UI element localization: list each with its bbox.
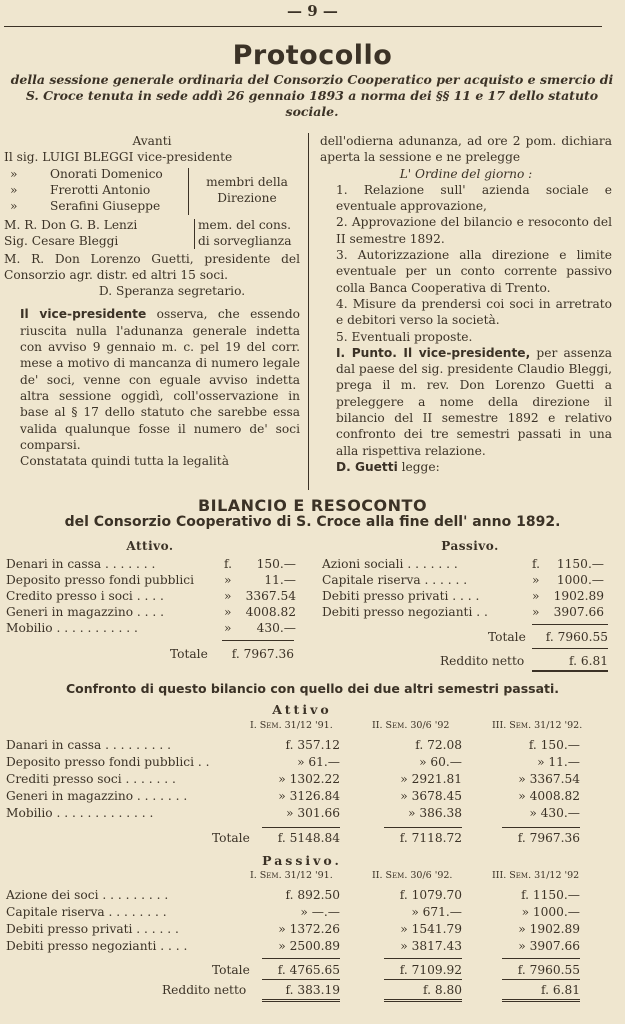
confronto-passivo-label: Azione dei soci . . . . . . . . .: [6, 888, 169, 902]
confronto-passivo-value: f. 1150.—: [521, 888, 580, 902]
passivo-total-label: Totale: [488, 630, 526, 644]
right-continuation: dell'odierna adunanza, ad ore 2 pom. dichiara aperta la sessione e ne prelegge: [320, 134, 612, 165]
total-rule: [384, 958, 462, 959]
segretario-line: D. Speranza segretario.: [98, 284, 246, 299]
confronto-reddito-value: f. 383.19: [285, 983, 340, 997]
semester-header: III. Sem. 31/12 '92.: [492, 720, 583, 731]
confronto-reddito-value: f. 6.81: [541, 983, 580, 997]
confronto-attivo-value: » 4008.82: [518, 789, 580, 803]
total-rule: [532, 648, 608, 649]
direzione-members: [4, 166, 300, 217]
confronto-attivo-label: Mobilio . . . . . . . . . . . . .: [6, 806, 154, 820]
confronto-attivo-value: f. 150.—: [528, 738, 580, 752]
members-role: membri della Direzione: [206, 174, 288, 205]
confronto-passivo-label: Debiti presso privati . . . . . .: [6, 922, 179, 936]
confronto-passivo-value: » 1372.26: [278, 922, 340, 936]
brace-line: [188, 168, 189, 215]
total-rule: [502, 979, 580, 980]
confronto-passivo-heading: Passivo.: [262, 853, 342, 868]
total-rule: [532, 624, 608, 625]
sorveglianza-members: [4, 217, 300, 251]
confronto-attivo-value: » 3678.45: [400, 789, 462, 803]
confronto-attivo-value: f. 72.08: [415, 738, 462, 752]
confronto-reddito-value: f. 8.80: [423, 983, 462, 997]
ordine-item: 5. Eventuali proposte.: [336, 329, 473, 344]
right-column: [320, 133, 612, 475]
total-rule: [384, 827, 462, 828]
confronto-passivo-total: f. 7109.92: [399, 963, 462, 977]
confronto-attivo-label: Generi in magazzino . . . . . . .: [6, 789, 188, 803]
confronto-passivo-label: Debiti presso negozianti . . . .: [6, 939, 188, 953]
brace-line: [194, 219, 195, 249]
ordine-item: 2. Approvazione del bilancio e resoconto del II semestre 1892.: [336, 215, 612, 246]
punto-paragraph: I. Punto. Il vice-presidente, per assenza dal paese del sig. presidente Claudio Bleggi, prega il m. rev. Don Lorenzo Guetti a preleggere a nome della direzione il bilancio del II semestre 1892 e relativo confronto dei tre semestri passati in una alla rispettiva relazione.: [336, 345, 612, 458]
avanti-heading: Avanti: [132, 134, 172, 148]
total-rule: [262, 827, 340, 828]
passivo-heading: Passivo.: [441, 539, 499, 553]
confronto-passivo-value: » 1541.79: [400, 922, 462, 936]
confronto-attivo-value: » 1302.22: [278, 772, 340, 786]
total-rule: [222, 640, 294, 641]
total-rule: [384, 979, 462, 980]
ordine-item: 4. Misure da prendersi coi soci in arretrato e debitori verso la società.: [336, 296, 612, 328]
top-rule: [4, 26, 602, 27]
page-title: Protocollo: [232, 40, 393, 71]
ordine-item: 1. Relazione sull' azienda sociale e eventuale approvazione,: [336, 182, 612, 214]
confronto-attivo-value: » 11.—: [537, 755, 580, 769]
ordine-item: 3. Autorizzazione alla direzione e limite eventuale per un conto corrente passivo colla Banca Cooperativa di Trento.: [336, 248, 612, 295]
confronto-attivo-total: f. 5148.84: [277, 831, 340, 845]
confronto-attivo-value: » 386.38: [408, 806, 462, 820]
document-page: — 9 — Protocollo della sessione generale ordinaria del Consorzio Cooperatico per acquisto e smercio di S. Croce tenuta in sede addì 26 gennaio 1893 a norma dei §§ 11 e 17 dello statuto sociale. Avanti Il sig. LUIGI BLEGGI vice-presidente » Onorati Domenico » Frerotti Antonio » Serafini Giuseppe membri della Direzione M. R. Don G. B. Lenzi Sig. Cesare Bleggi mem. del cons. di sorveglianza M. R. Don Lorenzo Guetti, presidente del Consorzio agr. distr. ed altri 15 soci. D. Speranza segretario. Il vice-presidente osserva, che essendo riuscita nulla l'adunanza generale indetta con avviso 9 gennaio m. c. pel 19 del corr. mese a motivo di mancanza di numero legale de' soci, venne con eguale avviso indetta altra sessione oggidì, coll'osservazione in base al § 17 dello statuto che sarebbe essa valida qualunque fosse il numero de' soci comparsi. Constatata quindi tutta la legalità dell'odierna adunanza, ad ore 2 pom. dichiara aperta la sessione e ne prelegge L' Ordine del giorno : 1. Relazione sull' azienda sociale e eventuale approvazione, 2. Approvazione del bilancio e resoconto del II semestre 1892. 3. Autorizzazione alla direzione e limite eventuale per un conto corrente passivo colla Banca Cooperativa di Trento. 4. Misure da prendersi coi soci in arretrato e debitori verso la società. 5. Eventuali proposte. I. Punto. Il vice-presidente, per assenza dal paese del sig. presidente Claudio Bleggi, prega il m. rev. Don Lorenzo Guetti a preleggere a nome della direzione il bilancio del II semestre 1892 e relativo confronto dei tre semestri passati in una alla rispettiva relazione. D. Guetti legge: BILANCIO E RESOCONTO del Consorzio Cooperativo di S. Croce alla fine dell' anno 1892. Attivo. Passivo. Denari in cassa . . . . . . . f. 150.— Deposito presso fondi pubblici » 11.— Credito presso i soci . . . . » 3367.54 Generi in magazzino . . . . » 4008.82 Mobilio . . . . . . . . . . . » 430.— Totale f. 7967.36 Azioni sociali . . . . . . . f. 1150.— Capitale riserva . . . . . . » 1000.— Debiti presso privati . . . . » 1902.89 Debiti presso negozianti . . » 3907.66 Totale f. 7960.55 Reddito netto f. 6.81 Confronto di questo bilancio con quello dei due altri semestri passati. Attivo I. Sem. 31/12 '91. II. Sem. 30/6 '92 III. Sem. 31/12 '92. Danari in cassa . . . . . . . . . f. 357.12 f. 72.08 f. 150.— Deposito presso fondi pubblici . . » 61.— » 60.— » 11.— Crediti presso soci . . . . . . . » 1302.22 » 2921.81 » 3367.54 Generi in magazzino . . . . . . . » 3126.84 » 3678.45 » 4008.82 Mobilio . . . . . . . . . . . . . » 301.66 » 386.38 » 430.— Totale f. 5148.84 f. 7118.72 f. 7967.36 Passivo. I. Sem. 31/12 '91. II. Sem. 30/6 '92. III. Sem. 31/12 '92 Azione dei soci . . . . . . . . . f. 892.50 f. 1079.70 f. 1150.— Capitale riserva . . . . . . . . » —.— » 671.— » 1000.— Debiti presso privati . . . . . . » 1372.26 » 1541.79 » 1902.89 Debiti presso negozianti . . . . » 2500.89 » 3817.43 » 3907.66 Totale f. 4765.65 f. 7109.92 f. 7960.55 Reddito netto f. 383.19 f. 8.80 f. 6.81: [0, 0, 625, 1024]
confronto-attivo-value: » 430.—: [529, 806, 580, 820]
confronto-attivo-value: f. 357.12: [285, 738, 340, 752]
total-rule: [262, 958, 340, 959]
confronto-passivo-value: » 3907.66: [518, 939, 580, 953]
confronto-attivo-value: » 60.—: [419, 755, 462, 769]
passivo-total: f. 7960.55: [545, 630, 608, 644]
sorv-role: mem. del cons. di sorveglianza: [198, 217, 292, 248]
confronto-passivo-total: f. 7960.55: [517, 963, 580, 977]
confronto-passivo-value: » 671.—: [411, 905, 462, 919]
bilancio-heading: BILANCIO E RESOCONTO: [197, 496, 428, 515]
confronto-reddito-label: Reddito netto: [162, 983, 247, 997]
semester-header: III. Sem. 31/12 '92: [492, 870, 580, 881]
legge-line: D. Guetti legge:: [336, 459, 440, 474]
confronto-attivo-value: » 61.—: [297, 755, 340, 769]
attivo-total: f. 7967.36: [231, 647, 294, 661]
confronto-attivo-total-label: Totale: [212, 831, 250, 845]
confronto-passivo-value: » 3817.43: [400, 939, 462, 953]
confronto-passivo-value: f. 1079.70: [399, 888, 462, 902]
double-rule: [532, 670, 608, 672]
left-column: [4, 133, 300, 469]
semester-header: II. Sem. 30/6 '92: [372, 720, 450, 731]
total-rule: [262, 979, 340, 980]
member-name: » Serafini Giuseppe: [10, 199, 161, 214]
confronto-heading: Confronto di questo bilancio con quello dei due altri semestri passati.: [65, 681, 560, 696]
confronto-attivo-label: Deposito presso fondi pubblici . .: [6, 755, 210, 769]
confronto-passivo-total: f. 4765.65: [277, 963, 340, 977]
member-name: » Onorati Domenico: [10, 166, 163, 181]
bilancio-subheading: del Consorzio Cooperativo di S. Croce alla fine dell' anno 1892.: [64, 514, 561, 530]
confronto-passivo-total-label: Totale: [212, 963, 250, 977]
confronto-passivo-label: Capitale riserva . . . . . . . .: [6, 905, 167, 919]
guetti-line: M. R. Don Lorenzo Guetti, presidente del Consorzio agr. distr. ed altri 15 soci.: [4, 251, 300, 282]
double-rule: [502, 999, 580, 1002]
page-subtitle: della sessione generale ordinaria del Consorzio Cooperatico per acquisto e smercio di S. Croce tenuta in sede addì 26 gennaio 1893 a norma dei §§ 11 e 17 dello statuto sociale.: [10, 72, 614, 119]
total-rule: [502, 827, 580, 828]
reddito-netto: f. 6.81: [569, 654, 608, 668]
confronto-attivo-value: » 3126.84: [278, 789, 340, 803]
ordine-heading: L' Ordine del giorno :: [399, 166, 533, 181]
double-rule: [384, 999, 462, 1002]
column-divider: [308, 133, 309, 490]
page-number: — 9 —: [287, 2, 338, 20]
sorv-name: Sig. Cesare Bleggi: [4, 233, 119, 248]
semester-header: II. Sem. 30/6 '92.: [372, 870, 453, 881]
semester-header: I. Sem. 31/12 '91.: [250, 870, 333, 881]
confronto-passivo-value: » 2500.89: [278, 939, 340, 953]
confronto-passivo-value: » —.—: [300, 905, 340, 919]
confronto-attivo-label: Danari in cassa . . . . . . . . .: [6, 738, 171, 752]
total-rule: [502, 958, 580, 959]
double-rule: [262, 999, 340, 1002]
constatata-line: Constatata quindi tutta la legalità: [20, 454, 229, 469]
attivo-heading: Attivo.: [126, 539, 174, 553]
confronto-attivo-heading: Attivo: [272, 702, 332, 717]
reddito-label: Reddito netto: [440, 654, 525, 668]
semester-header: I. Sem. 31/12 '91.: [250, 720, 333, 731]
sorv-name: M. R. Don G. B. Lenzi: [4, 217, 138, 232]
confronto-attivo-label: Crediti presso soci . . . . . . .: [6, 772, 176, 786]
vice-paragraph: Il vice-presidente osserva, che essendo riuscita nulla l'adunanza generale indetta con avviso 9 gennaio m. c. pel 19 del corr. mese a motivo di mancanza di numero legale de' soci, venne con eguale avviso indetta altra sessione oggidì, coll'osservazione in base al § 17 dello statuto che sarebbe essa valida qualunque fosse il numero de' soci comparsi.: [20, 307, 300, 452]
confronto-attivo-value: » 301.66: [286, 806, 340, 820]
confronto-attivo-value: » 2921.81: [400, 772, 462, 786]
confronto-passivo-value: f. 892.50: [285, 888, 340, 902]
confronto-passivo-value: » 1000.—: [521, 905, 580, 919]
confronto-passivo-value: » 1902.89: [518, 922, 580, 936]
attivo-total-label: Totale: [170, 647, 208, 661]
confronto-attivo-total: f. 7118.72: [399, 831, 462, 845]
member-name: » Frerotti Antonio: [10, 182, 151, 197]
vice-presidente-line: Il sig. LUIGI BLEGGI vice-presidente: [4, 150, 233, 165]
confronto-attivo-total: f. 7967.36: [517, 831, 580, 845]
confronto-attivo-value: » 3367.54: [518, 772, 580, 786]
